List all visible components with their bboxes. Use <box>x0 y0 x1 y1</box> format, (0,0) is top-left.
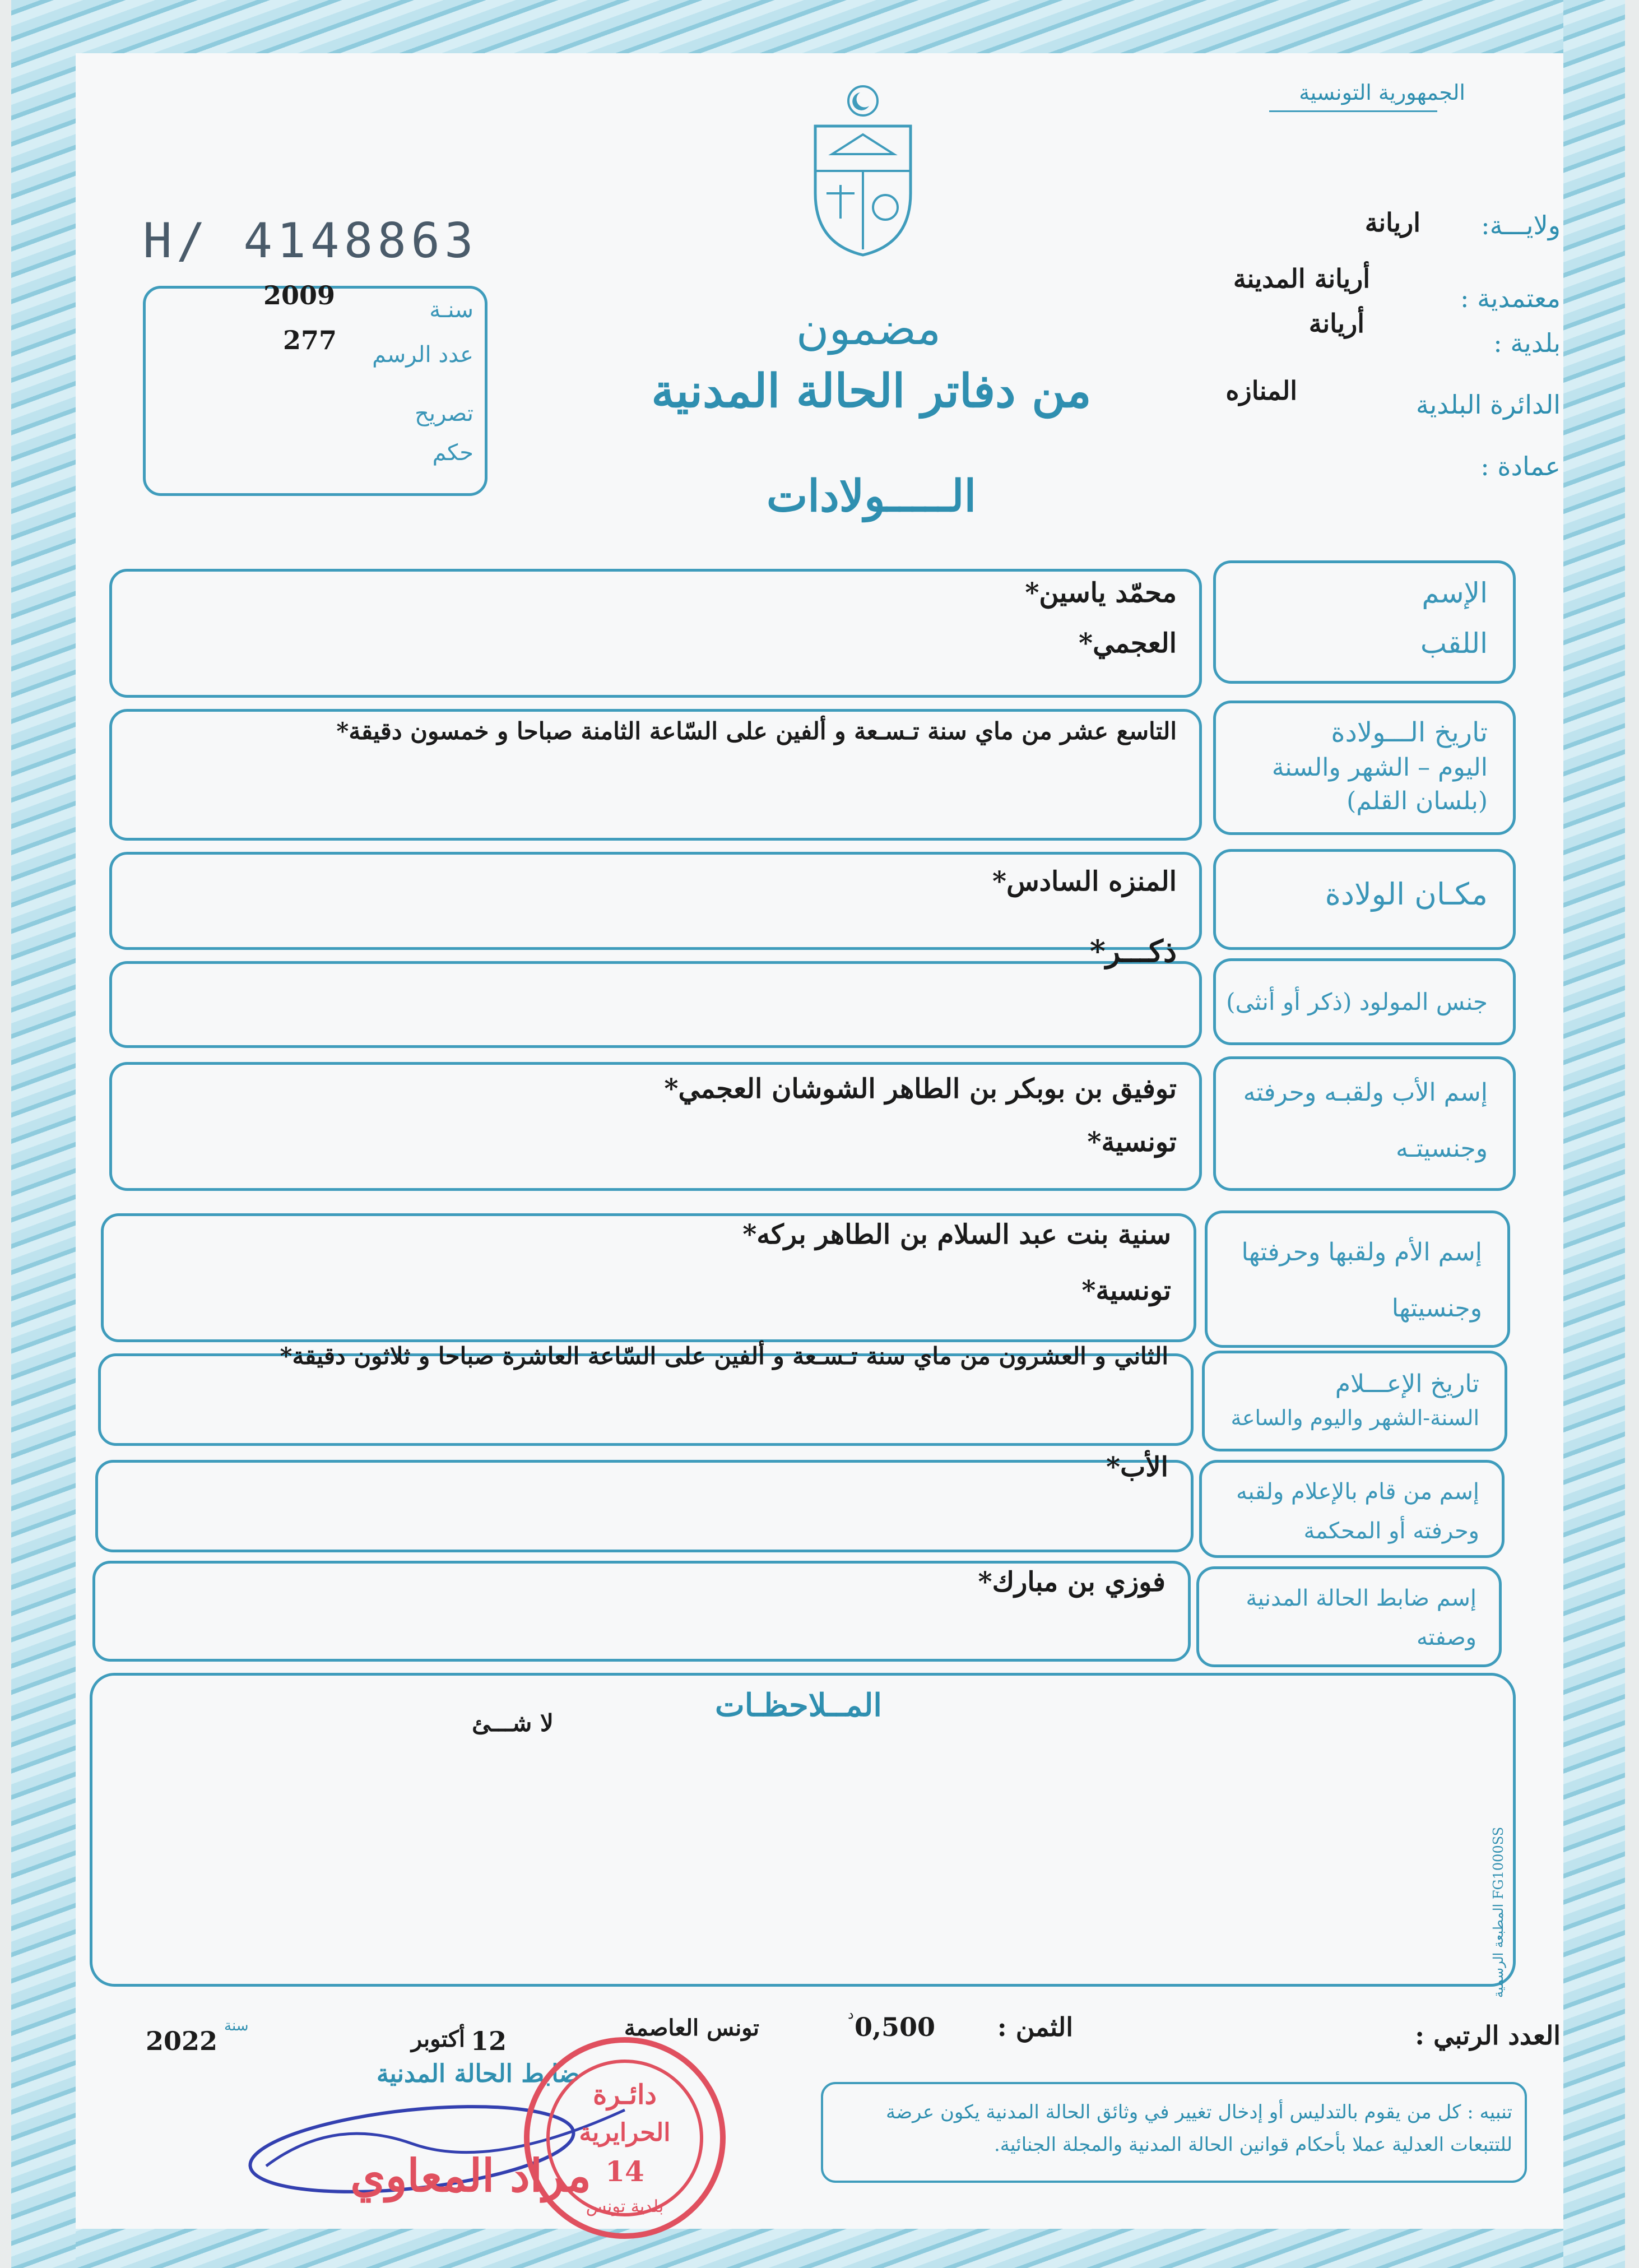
value-box-birth-date <box>109 709 1202 841</box>
price-label: الثمن : <box>997 2012 1073 2042</box>
label-last-name: اللقب <box>1420 627 1488 660</box>
value-box-birth-place <box>109 852 1202 950</box>
officer-name-stamp: مراد المعاوي <box>350 2149 591 2202</box>
judgment-label: حكم <box>432 440 473 466</box>
label-mother: إسم الأم ولقبها وحرفتها <box>1241 1238 1482 1267</box>
remarks-box <box>90 1673 1516 1987</box>
registration-year: 2009 <box>263 280 336 310</box>
baladia-label: بلدية : <box>1493 328 1561 358</box>
label-box-declarant <box>1199 1460 1505 1558</box>
label-birth-place: مكـان الولادة <box>1325 876 1488 912</box>
value-box-sex <box>109 933 1202 1048</box>
value-officer: فوزي بن مبارك* <box>978 1566 1166 1598</box>
motamadia-label: معتمدية : <box>1460 283 1561 313</box>
value-box-mother <box>101 1213 1196 1342</box>
label-birth-date-words: (بلسان القلم) <box>1347 787 1488 815</box>
wilaya-value: اريانة <box>1364 207 1420 238</box>
title-summary: مضمون <box>796 303 941 355</box>
label-father-nationality: وجنسيتـه <box>1395 1134 1488 1163</box>
value-mother: سنية بنت عبد السلام بن الطاهر بركه* <box>742 1219 1171 1250</box>
issue-place: تونس العاصمة <box>624 2015 759 2041</box>
omada-label: عمادة : <box>1480 451 1561 481</box>
label-box-father <box>1213 1056 1516 1191</box>
value-sex: ذكـــر* <box>1089 933 1177 969</box>
document-sheet <box>11 0 1625 2268</box>
label-declaration-date: تاريخ الإعـــلام <box>1335 1370 1479 1398</box>
label-box-officer <box>1196 1566 1502 1667</box>
number-label: عدد الرسم <box>372 342 473 368</box>
value-declaration-date: الثاني و العشرون من ماي سنة تـسـعة و ألفين على السّاعة العاشرة صباحا و ثلاثون دقيقة* <box>280 1342 1168 1370</box>
remarks-title: المــلاحظـات <box>715 1687 882 1724</box>
daira-value: المنازه <box>1225 375 1297 406</box>
value-father-nationality: تونسية* <box>1087 1126 1177 1158</box>
year-small-label: سنة <box>224 2017 249 2034</box>
daira-label: الدائرة البلدية <box>1415 389 1561 420</box>
label-officer: إسم ضابط الحالة المدنية <box>1246 1585 1477 1611</box>
stamp-line1: دائـرة <box>593 2079 657 2111</box>
label-birth-date: تاريخ الـــولادة <box>1331 717 1488 748</box>
document-body <box>76 53 1563 2229</box>
title-registers: من دفاتر الحالة المدنية <box>651 364 1092 418</box>
declaration-label: تصريح <box>415 401 473 426</box>
motamadia-value: أريانة المدينة <box>1233 263 1370 294</box>
label-box-sex <box>1213 958 1516 1045</box>
value-box-father <box>109 1062 1202 1191</box>
wilaya-label: ولايـــة: <box>1481 210 1561 240</box>
issue-month: أكتوبر <box>411 2026 465 2052</box>
value-birth-date: التاسع عشر من ماي سنة تـسـعة و ألفين على السّاعة الثامنة صباحا و خمسون دقيقة* <box>336 717 1177 745</box>
serial-label: العدد الرتبي : <box>1415 2020 1561 2051</box>
label-box-declaration-date <box>1202 1351 1507 1451</box>
issue-day: 12 <box>471 2026 507 2056</box>
title-births: الـــــولادات <box>766 471 977 522</box>
value-declarant: الأب* <box>1106 1451 1168 1483</box>
label-officer-role: وصفته <box>1416 1625 1477 1650</box>
baladia-value: أريانة <box>1308 308 1364 338</box>
republic-label: الجمهورية التونسية <box>1299 80 1465 105</box>
year-label: سنـة <box>429 297 473 323</box>
stamp-ring-text: بلدية تونس <box>586 2197 664 2216</box>
value-box-declaration-date <box>98 1342 1194 1446</box>
value-box-declarant <box>95 1451 1194 1552</box>
label-box-mother <box>1205 1210 1510 1348</box>
officer-title: ضابط الحالة المدنية <box>376 2060 580 2088</box>
republic-underline <box>1269 110 1437 112</box>
serial-number: H/ 4148863 <box>143 213 478 269</box>
stamp-line2: الحرايرية <box>579 2118 671 2147</box>
label-declaration-date-format: السنة-الشهر واليوم والساعة <box>1231 1406 1479 1430</box>
price-unit: د <box>848 2006 854 2022</box>
remarks-value: لا شـــئ <box>472 1709 554 1737</box>
label-birth-date-format: اليوم – الشهر والسنة <box>1271 753 1488 782</box>
decorative-border-bottom <box>11 2229 1625 2268</box>
value-father: توفيق بن بوبكر بن الطاهر الشوشان العجمي* <box>664 1073 1177 1105</box>
printer-mark: المطبعة الرسمية FG1000SS <box>1491 1826 1506 1998</box>
stamp-number: 14 <box>605 2155 644 2188</box>
value-birth-place: المنزه السادس* <box>992 866 1177 897</box>
coat-of-arms-emblem <box>804 81 922 261</box>
value-mother-nationality: تونسية* <box>1081 1275 1171 1306</box>
price-value: 0,500 <box>855 2012 936 2042</box>
warning-text: تنبيه : كل من يقوم بالتدليس أو إدخال تغيير في وثائق الحالة المدنية يكون عرضة للتتبعات العدلية عملا بأحكام قوانين الحالة المدنية والمجلة الجنائية. <box>886 2101 1512 2156</box>
label-sex: جنس المولود (ذكر أو أنثى) <box>1226 988 1488 1015</box>
value-box-officer <box>92 1561 1191 1662</box>
label-father: إسم الأب ولقبـه وحرفته <box>1243 1078 1488 1107</box>
decorative-border-right <box>1563 0 1625 2268</box>
label-box-birth-date <box>1213 701 1516 835</box>
label-mother-nationality: وجنسيتها <box>1391 1294 1482 1323</box>
municipal-stamp <box>524 2037 726 2239</box>
value-last-name: العجمي* <box>1079 628 1177 659</box>
decorative-border-left <box>11 0 76 2268</box>
value-first-name: محمّد ياسين* <box>1025 577 1177 609</box>
label-box-birth-place <box>1213 849 1516 950</box>
registration-number: 277 <box>283 325 337 355</box>
label-box-name <box>1213 560 1516 684</box>
value-box-name <box>109 569 1202 698</box>
label-first-name: الإسم <box>1422 577 1488 609</box>
label-declarant-profession: وحرفته أو المحكمة <box>1303 1518 1479 1544</box>
issue-year: 2022 <box>146 2026 218 2056</box>
registration-box <box>143 280 487 496</box>
decorative-border-top <box>11 0 1625 53</box>
label-declarant: إسم من قام بالإعلام ولقبه <box>1236 1479 1479 1505</box>
warning-box <box>821 2082 1527 2183</box>
